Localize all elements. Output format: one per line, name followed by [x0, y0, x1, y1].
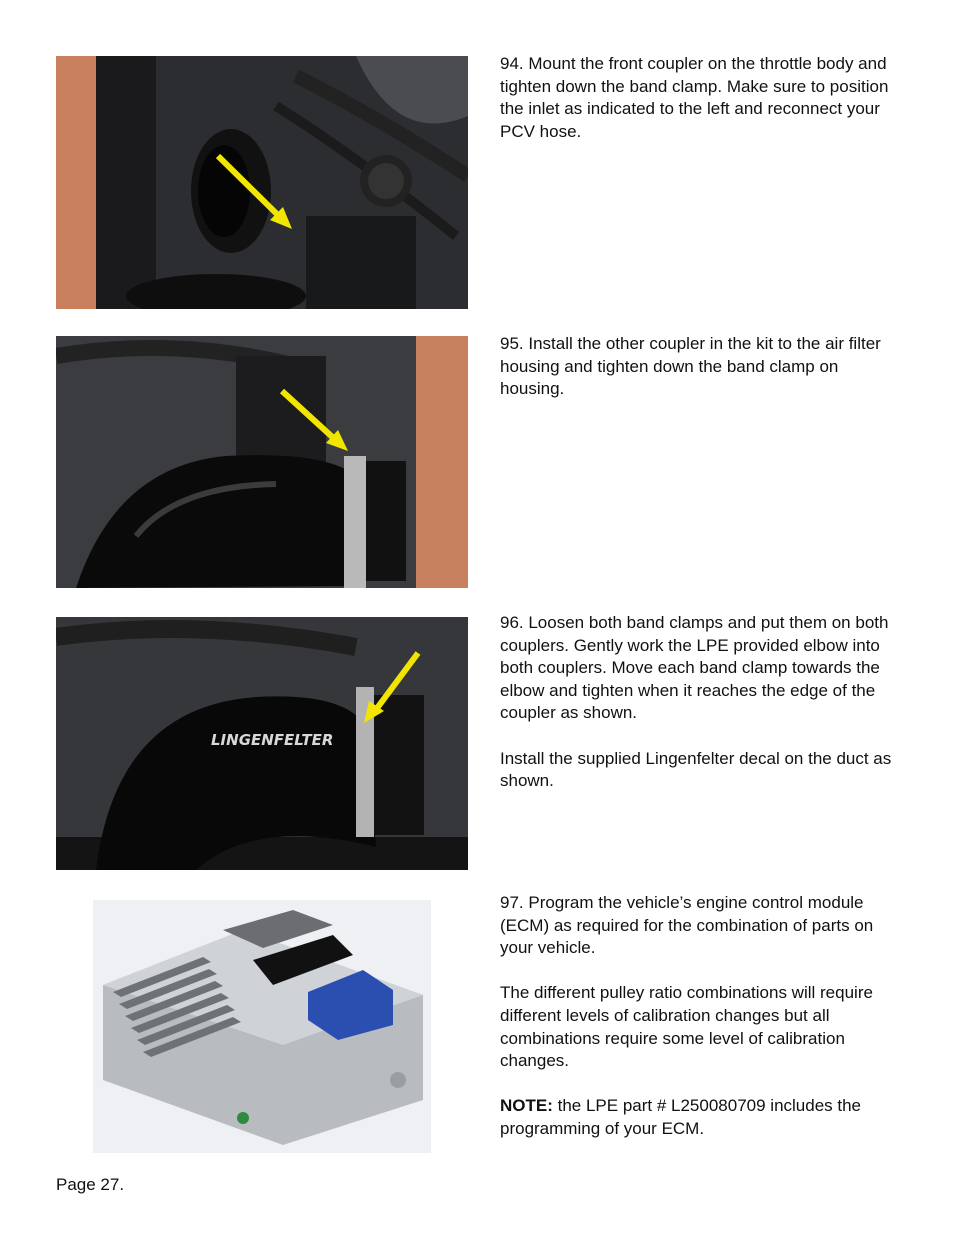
step-96-text: [500, 612, 902, 793]
step-97-text: [500, 892, 898, 1141]
step-97-paragraph: 97. Program the vehicle’s engine control module (ECM) as required for the combination of parts on your vehicle.: [500, 893, 874, 958]
step-97-calibration-paragraph: The different pulley ratio combinations will require different levels of calibration changes but all combinations require some level of calibration changes.: [500, 983, 873, 1071]
decal-text: LINGENFELTER: [211, 731, 334, 749]
step-94-paragraph: 94. Mount the front coupler on the throttle body and tighten down the band clamp. Make sure to position the inlet as indicated to the left and reconnect your PCV hose.: [500, 54, 889, 141]
step-94-text: [500, 53, 898, 143]
photo-air-filter-coupler: [56, 336, 468, 588]
photo-throttle-body-coupler: [56, 56, 468, 309]
step-96-decal-paragraph: Install the supplied Lingenfelter decal on the duct as shown.: [500, 748, 892, 791]
step-95-text: [500, 333, 898, 401]
note-label: NOTE:: [500, 1096, 553, 1116]
step-95-paragraph: 95. Install the other coupler in the kit to the air filter housing and tighten down the band clamp on housing.: [500, 334, 881, 399]
page-number: Page 27.: [56, 1175, 125, 1194]
step-97-note: [500, 1095, 898, 1140]
photo-ecm-module: [93, 900, 431, 1153]
photo-elbow-installed: [56, 617, 468, 870]
note-text: the LPE part # L250080709 includes the programming of your ECM.: [500, 1096, 862, 1138]
step-96-paragraph: 96. Loosen both band clamps and put them on both couplers. Gently work the LPE provided elbow into both couplers. Move each band clamp towards the elbow and tighten when it reaches the edge of the coupler as shown.: [500, 613, 889, 723]
